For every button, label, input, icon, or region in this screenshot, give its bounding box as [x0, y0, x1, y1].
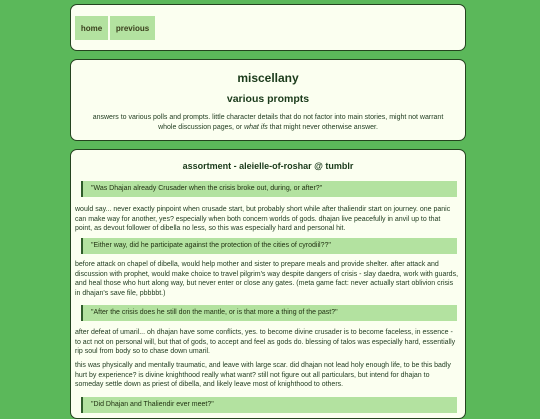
description-italic: what ifs: [244, 123, 268, 131]
home-button[interactable]: home: [75, 16, 108, 40]
question-quote-4: "Did Dhajan and Thaliendir ever meet?": [81, 397, 457, 413]
answer-paragraph-4: this was physically and mentally traumatic, and leave with large scar. did dhajan not lead holy enough life, to be this badly hurt by experience? is divine knighthood really what want? still not figure out all particulars, but intend for dhajan to someday settle down as priest of dibella, and likely leave most of knighthood to others.: [75, 362, 451, 388]
page-subtitle: various prompts: [226, 93, 310, 105]
description-text-b: that might never otherwise answer.: [267, 123, 378, 131]
answer-paragraph-1: would say... never exactly pinpoint when crusade start, but probably short while after thaliendir start on journey. one panic can make way for another, yes? especially when both concern worlds of gods. dhajan live peacefully in anvil up to that point, as devout follower of dibella no less, so this was especially hard and personal hit.: [75, 206, 451, 232]
answer-paragraph-2: before attack on chapel of dibella, would help mother and sister to prepare meals and provide shelter. after attack and discussion with prophet, would make choice to travel pilgrim's way despite dangers of crisis - slay daedra, work with guards, and heal those who hurt along way, but never enter or close any gates. (meta game fact: never actually start oblivion crisis in dhajan's save file, pbbbbt.): [75, 261, 459, 297]
page-title: miscellany: [237, 71, 299, 85]
page-description: [85, 113, 451, 132]
nav-panel: [70, 4, 466, 51]
section-title: assortment - aleielle-of-roshar @ tumblr: [182, 161, 354, 171]
question-quote-1: "Was Dhajan already Crusader when the crisis broke out, during, or after?": [81, 181, 457, 197]
answer-paragraph-3: after defeat of umaril... oh dhajan have some conflicts, yes. to become divine crusader is to become faceless, in essence - to act not on personal will, but that of gods, to accept and feel as gods do. blessing of talos was especially hard, essentially rip soul from body so to chase down umaril.: [75, 329, 456, 355]
header-panel: [70, 59, 466, 141]
question-quote-2: "Either way, did he participate against the protection of the cities of cyrodiil??": [81, 238, 457, 254]
previous-button[interactable]: previous: [110, 16, 155, 40]
content-panel: [70, 149, 466, 419]
description-text-a: answers to various polls and prompts. little character details that do not factor into main stories, might not warrant whole discussion pages, or: [92, 114, 444, 131]
question-quote-3: "After the crisis does he still don the mantle, or is that more a thing of the past?": [81, 305, 457, 321]
